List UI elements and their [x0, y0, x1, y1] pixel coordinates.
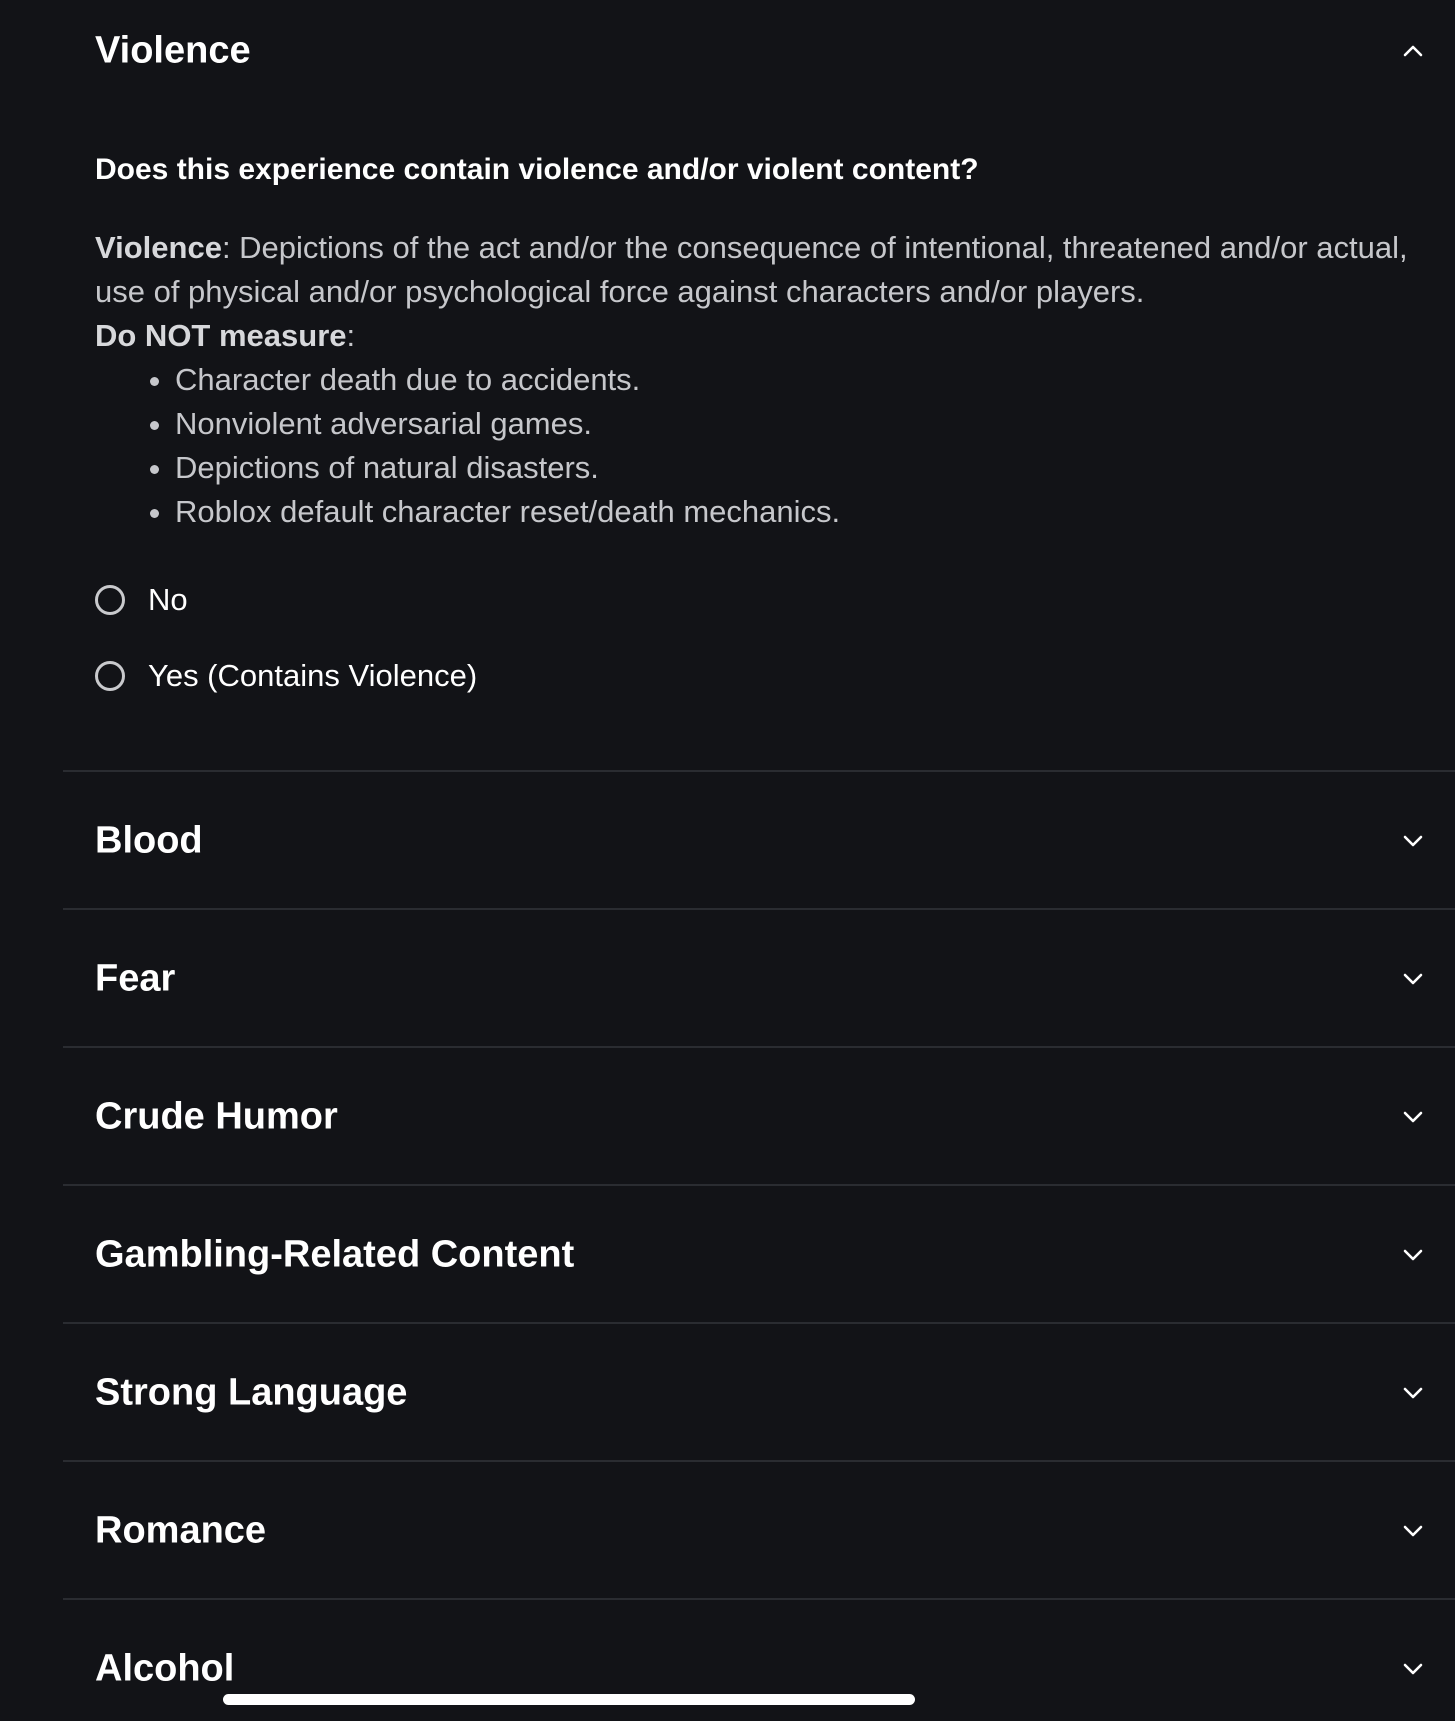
violence-description — [95, 226, 1415, 534]
exclusion-item: • Depictions of natural disasters. — [175, 446, 1415, 490]
section-title-fear: Fear — [95, 957, 176, 1000]
violence-section-header[interactable] — [63, 0, 1455, 120]
home-indicator[interactable] — [223, 1694, 915, 1705]
violence-definition — [95, 226, 1415, 314]
radio-label-yes: Yes (Contains Violence) — [148, 658, 478, 693]
chevron-down-icon[interactable] — [1401, 1105, 1425, 1129]
chevron-down-icon[interactable] — [1401, 829, 1425, 853]
definition-text: : Depictions of the act and/or the consequence of intentional, threatened and/or actual, use of physical and/or psychological force against characters and/or players. — [95, 230, 1408, 309]
radio-option-yes[interactable] — [95, 656, 477, 696]
exclusions-heading — [95, 314, 1415, 358]
section-header-blood[interactable] — [63, 772, 1455, 910]
definition-term: Violence — [95, 230, 222, 265]
chevron-down-icon[interactable] — [1401, 1381, 1425, 1405]
exclusions-label: Do NOT measure — [95, 318, 347, 353]
section-header-crude-humor[interactable] — [63, 1048, 1455, 1186]
section-header-strong-language[interactable] — [63, 1324, 1455, 1462]
radio-button-no[interactable] — [95, 585, 125, 615]
chevron-down-icon[interactable] — [1401, 1519, 1425, 1543]
exclusion-item: • Roblox default character reset/death mechanics. — [175, 490, 1415, 534]
chevron-down-icon[interactable] — [1401, 967, 1425, 991]
section-header-fear[interactable] — [63, 910, 1455, 1048]
violence-section-title: Violence — [95, 29, 251, 72]
chevron-down-icon[interactable] — [1401, 1243, 1425, 1267]
section-title-crude-humor: Crude Humor — [95, 1095, 338, 1138]
chevron-down-icon[interactable] — [1401, 1657, 1425, 1681]
section-header-gambling[interactable] — [63, 1186, 1455, 1324]
section-title-strong-language: Strong Language — [95, 1371, 408, 1414]
section-title-gambling: Gambling-Related Content — [95, 1233, 575, 1276]
exclusions-suffix: : — [346, 318, 356, 353]
section-header-romance[interactable] — [63, 1462, 1455, 1600]
exclusions-list — [95, 358, 1415, 534]
exclusion-item: • Character death due to accidents. — [175, 358, 1415, 402]
radio-button-yes[interactable] — [95, 661, 125, 691]
violence-question: Does this experience contain violence and/or violent content? — [95, 153, 979, 186]
section-title-blood: Blood — [95, 819, 203, 862]
radio-option-no[interactable] — [95, 580, 188, 620]
chevron-up-icon[interactable] — [1401, 39, 1425, 63]
section-title-alcohol: Alcohol — [95, 1647, 235, 1690]
exclusion-item: • Nonviolent adversarial games. — [175, 402, 1415, 446]
section-title-romance: Romance — [95, 1509, 267, 1552]
radio-label-no: No — [148, 582, 188, 617]
